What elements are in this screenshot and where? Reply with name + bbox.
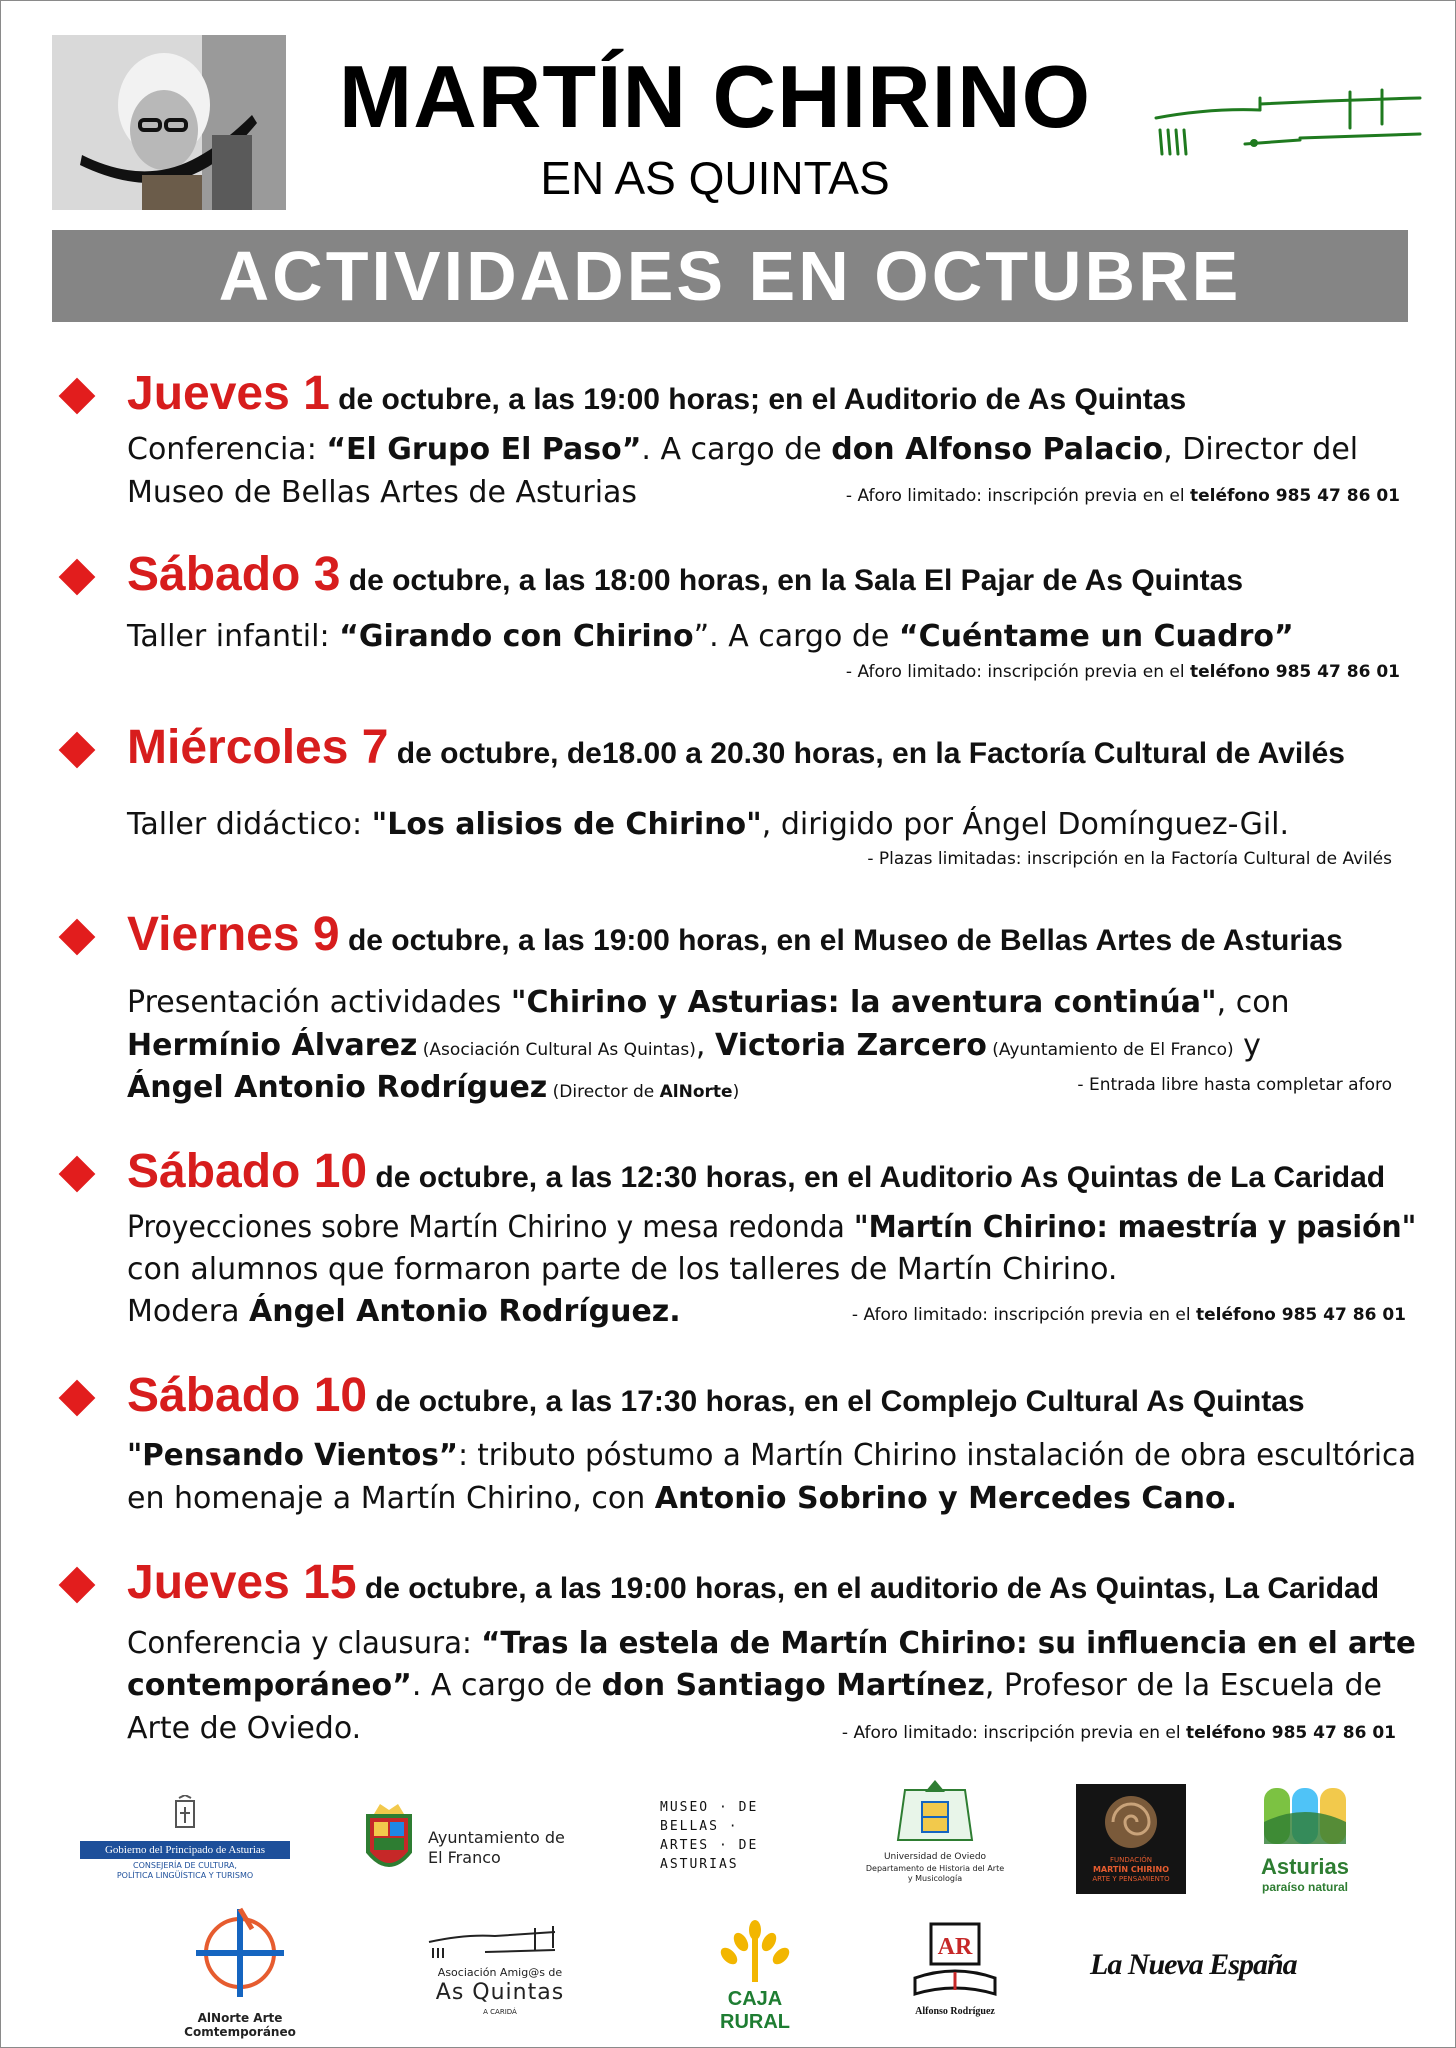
event-day: Jueves 1 <box>127 367 330 420</box>
coat-of-arms-icon <box>360 1800 418 1878</box>
signature-mark-icon <box>425 1922 575 1962</box>
university-crest-icon <box>860 1780 1010 1850</box>
event-description-line: Modera Ángel Antonio Rodríguez. <box>127 1294 681 1329</box>
wheat-icon <box>695 1920 815 1982</box>
event-description-line: Presentación actividades "Chirino y Asturias: la aventura continúa", con <box>127 985 1290 1020</box>
event-day: Jueves 15 <box>127 1556 357 1609</box>
alfonso-rodriguez-logo: AR Alfonso Rodríguez <box>905 1918 1005 2028</box>
svg-text:AR: AR <box>937 1934 973 1960</box>
la-nueva-espana-logo: La Nueva España <box>1090 1948 1297 1981</box>
universidad-oviedo-logo: Universidad de Oviedo Departamento de Historia del Arte y Musicología <box>860 1780 1010 1890</box>
event-heading <box>127 720 1345 775</box>
fundacion-martin-chirino-logo: FUNDACIÓN MARTÍN CHIRINO ARTE Y PENSAMIENTO <box>1076 1784 1186 1894</box>
event-description-line: con alumnos que formaron parte de los talleres de Martín Chirino. <box>127 1252 1118 1287</box>
event-day: Miércoles 7 <box>127 721 389 774</box>
event-heading <box>127 1144 1385 1199</box>
event-day: Sábado 10 <box>127 1145 368 1198</box>
event-note: - Aforo limitado: inscripción previa en el teléfono 985 47 86 01 <box>845 486 1400 506</box>
crest-icon <box>80 1795 290 1840</box>
event-heading <box>127 907 1343 962</box>
event-day: Viernes 9 <box>127 908 340 961</box>
asturias-paraiso-natural-logo: Asturias paraíso natural <box>1250 1782 1360 1897</box>
event-when: de octubre, a las 19:00 horas, en el auditorio de As Quintas, La Caridad <box>356 1572 1380 1605</box>
as-quintas-signature-logo <box>1150 80 1430 170</box>
event-when: de octubre, a las 19:00 horas, en el Museo de Bellas Artes de Asturias <box>339 924 1343 957</box>
landscape-icon <box>1250 1782 1360 1852</box>
event-when: de octubre, a las 18:00 horas, en la Sala El Pajar de As Quintas <box>340 564 1243 597</box>
page-subtitle: EN AS QUINTAS <box>540 152 890 204</box>
event-description-line: Proyecciones sobre Martín Chirino y mesa redonda "Martín Chirino: maestría y pasión" <box>127 1210 1417 1245</box>
alnorte-logo: AlNorte Arte Comtemporáneo <box>140 1905 340 2030</box>
event-heading <box>127 1555 1379 1610</box>
activities-banner <box>52 230 1408 322</box>
event-when: de octubre, a las 19:00 horas; en el Auditorio de As Quintas <box>329 383 1187 416</box>
book-icon <box>905 1918 1005 2003</box>
banner-text: ACTIVIDADES EN OCTUBRE <box>218 237 1242 315</box>
event-description-line: "Pensando Vientos”: tributo póstumo a Martín Chirino instalación de obra escultórica <box>127 1438 1417 1473</box>
event-description-line: Taller infantil: “Girando con Chirino”. A cargo de “Cuéntame un Cuadro” <box>127 619 1294 654</box>
page-title: MARTÍN CHIRINO <box>338 47 1092 146</box>
event-day: Sábado 3 <box>127 548 341 601</box>
ayuntamiento-el-franco-logo: Ayuntamiento de El Franco <box>360 1800 570 1880</box>
event-when: de octubre, de18.00 a 20.30 horas, en la Factoría Cultural de Avilés <box>388 737 1345 770</box>
event-note: - Aforo limitado: inscripción previa en el teléfono 985 47 86 01 <box>841 1723 1396 1743</box>
compass-cross-icon <box>140 1905 340 2005</box>
event-description-line: Hermínio Álvarez (Asociación Cultural As Quintas), Victoria Zarcero (Ayuntamiento de El Franco) y <box>127 1028 1261 1063</box>
caja-rural-logo: CAJA RURAL <box>695 1920 815 2015</box>
event-description-line: Taller didáctico: "Los alisios de Chirino", dirigido por Ángel Domínguez-Gil. <box>127 807 1290 842</box>
event-description-line: en homenaje a Martín Chirino, con Antonio Sobrino y Mercedes Cano. <box>127 1481 1238 1516</box>
event-when: de octubre, a las 17:30 horas, en el Complejo Cultural As Quintas <box>367 1385 1305 1418</box>
principado-asturias-logo: Gobierno del Principado de Asturias CONSEJERÍA DE CULTURA, POLÍTICA LINGÜÍSTICA Y TURISMO <box>80 1795 290 1885</box>
amigos-as-quintas-logo: Asociación Amig@s de As Quintas A CARIDÁ <box>425 1922 575 2022</box>
event-description-line: Ángel Antonio Rodríguez (Director de AlNorte) <box>127 1070 740 1105</box>
event-note: - Aforo limitado: inscripción previa en el teléfono 985 47 86 01 <box>851 1305 1406 1325</box>
museo-bellas-artes-logo: MUSEO · DE BELLAS · ARTES · DE ASTURIAS <box>660 1800 759 1872</box>
event-description-line: Museo de Bellas Artes de Asturias <box>127 475 638 510</box>
event-heading <box>127 366 1186 421</box>
event-description-line: Conferencia: “El Grupo El Paso”. A cargo de don Alfonso Palacio, Director del <box>127 432 1359 467</box>
event-description-line: contemporáneo”. A cargo de don Santiago Martínez, Profesor de la Escuela de <box>127 1668 1382 1703</box>
spiral-sculpture-icon <box>1076 1784 1186 1854</box>
event-description-line: Conferencia y clausura: “Tras la estela de Martín Chirino: su influencia en el arte <box>127 1626 1416 1661</box>
event-note: - Plazas limitadas: inscripción en la Factoría Cultural de Avilés <box>867 849 1392 869</box>
event-note: - Aforo limitado: inscripción previa en el teléfono 985 47 86 01 <box>845 662 1400 682</box>
event-description-line: Arte de Oviedo. <box>127 1711 362 1746</box>
event-heading <box>127 547 1243 602</box>
artist-photo <box>52 35 286 210</box>
event-note: - Entrada libre hasta completar aforo <box>1077 1075 1392 1095</box>
event-heading <box>127 1368 1305 1423</box>
event-when: de octubre, a las 12:30 horas, en el Auditorio As Quintas de La Caridad <box>367 1161 1386 1194</box>
event-day: Sábado 10 <box>127 1369 368 1422</box>
